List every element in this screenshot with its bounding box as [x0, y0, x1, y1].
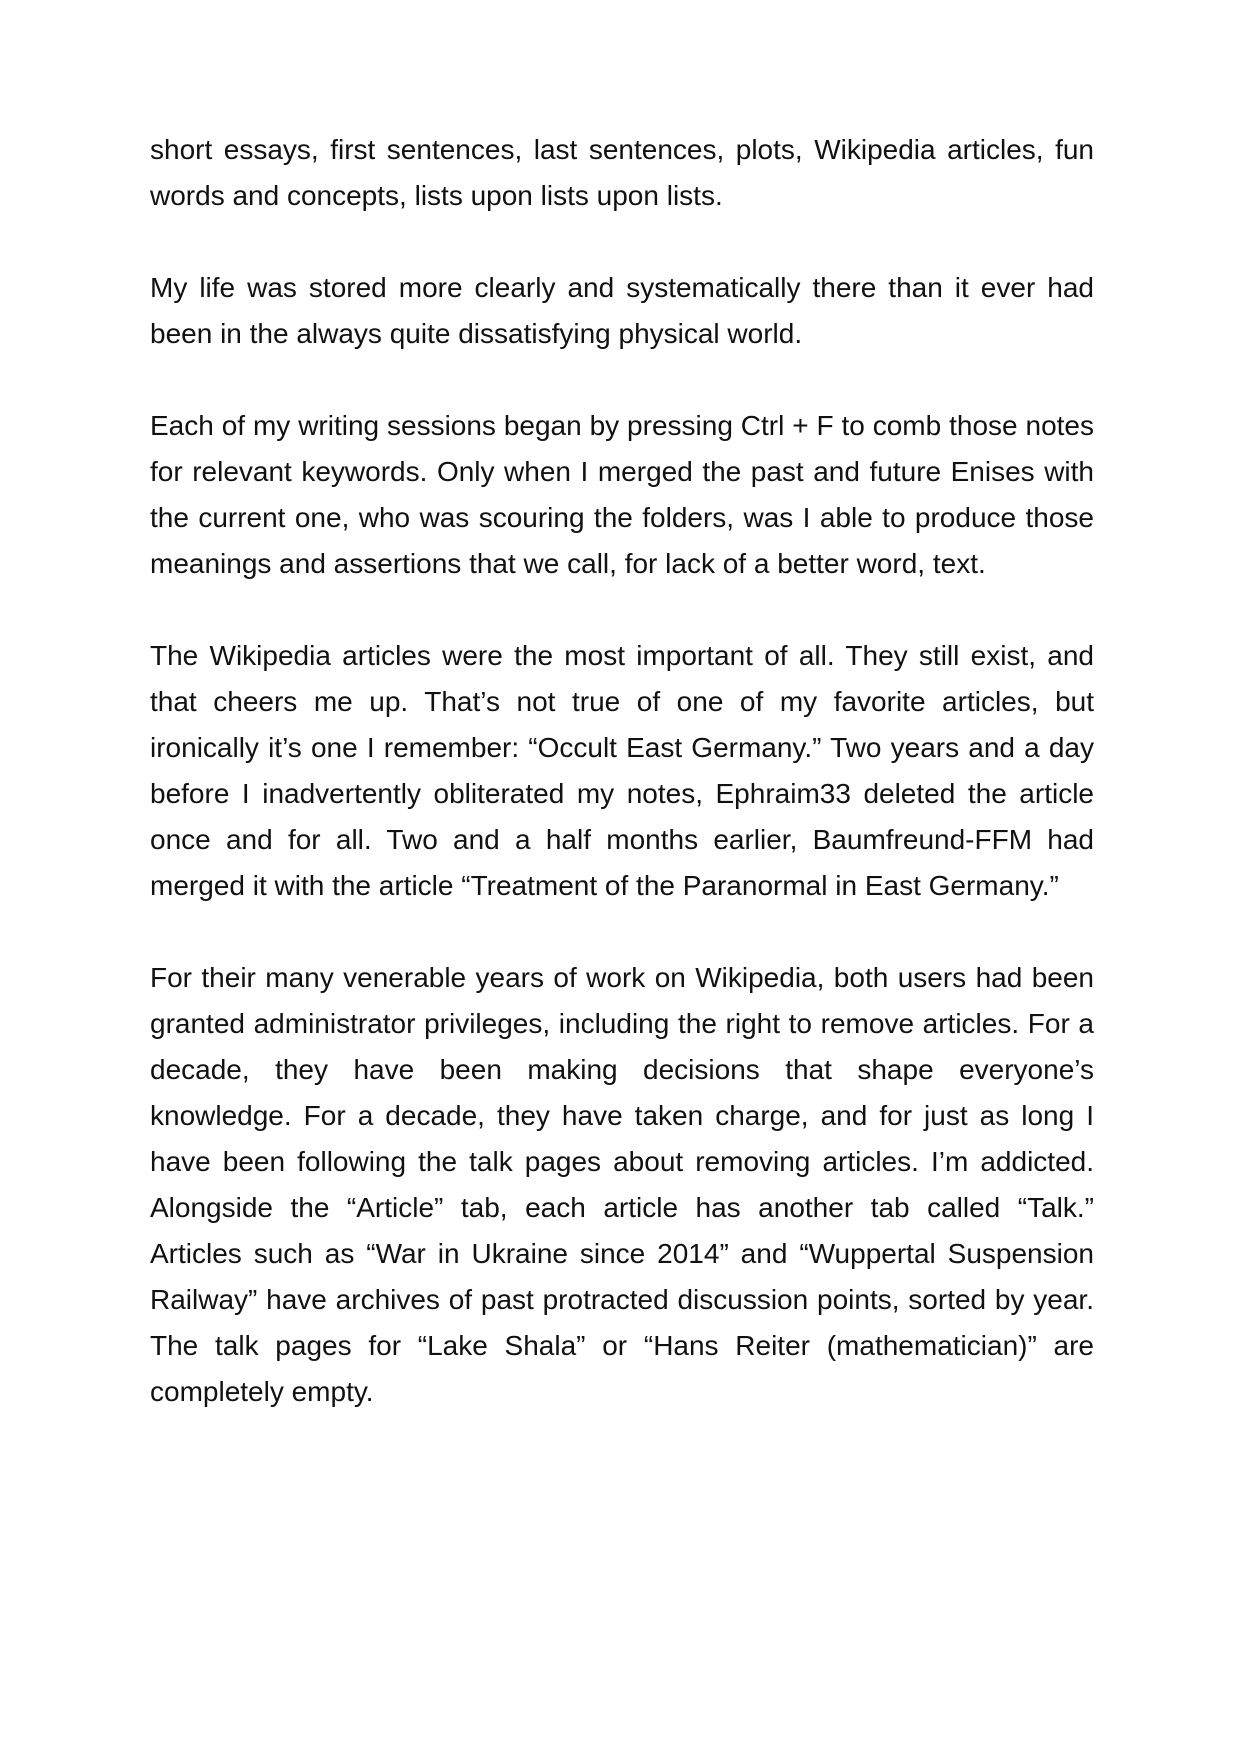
paragraph-5: For their many venerable years of work on Wikipedia, both users had been granted administrator privileges, including the right to remove articles. For a decade, they have been making decisions that shape everyone’s knowledge. For a decade, they have taken charge, and for just as long I have been following the talk pages about removing articles. I’m addicted. Alongside the “Article” tab, each article has another tab called “Talk.” Articles such as “War in Ukraine since 2014” and “Wuppertal Suspension Railway” have archives of past protracted discussion points, sorted by year. The talk pages for “Lake Shala” or “Hans Reiter (mathematician)” are completely empty. — [150, 962, 1094, 1407]
paragraph-1: short essays, first sentences, last sentences, plots, Wikipedia articles, fun words and concepts, lists upon lists upon lists. — [150, 134, 1094, 211]
paragraph-3: Each of my writing sessions began by pressing Ctrl + F to comb those notes for relevant keywords. Only when I merged the past and future Enises with the current one, who was scouring the folders, was I able to produce those meanings and assertions that we call, for lack of a better word, text. — [150, 410, 1094, 579]
body-text — [150, 127, 1094, 1461]
paragraph-2: My life was stored more clearly and systematically there than it ever had been in the always quite dissatisfying physical world. — [150, 272, 1094, 349]
paragraph-4: The Wikipedia articles were the most important of all. They still exist, and that cheers me up. That’s not true of one of my favorite articles, but ironically it’s one I remember: “Occult East Germany.” Two years and a day before I inadvertently obliterated my notes, Ephraim33 deleted the article once and for all. Two and a half months earlier, Baumfreund-FFM had merged it with the article “Treatment of the Paranormal in East Germany.” — [150, 640, 1094, 901]
